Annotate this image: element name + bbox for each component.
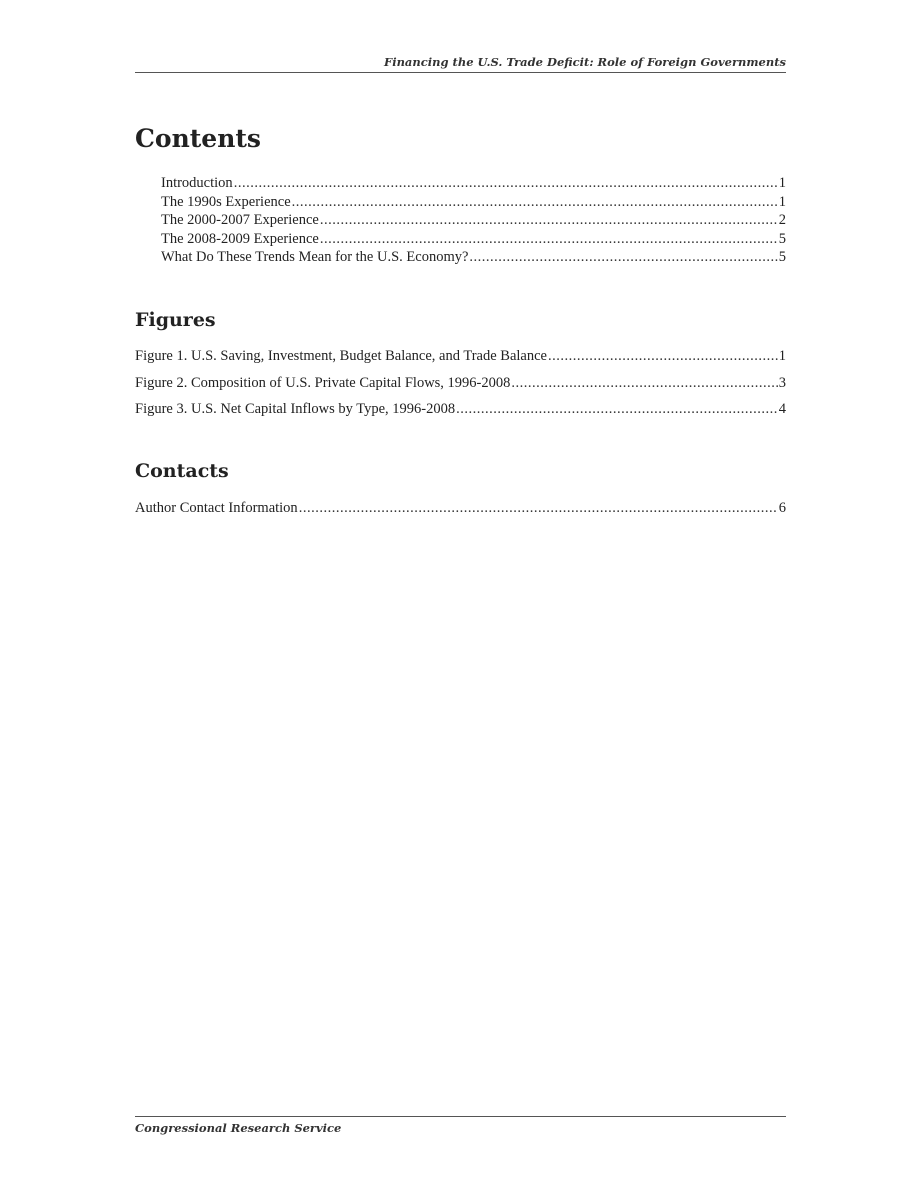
dot-leader [548,346,778,366]
toc-entry-figure-3[interactable] [135,399,786,426]
toc-entry-title: Author Contact Information [135,500,298,516]
toc-entry-2000-2007-experience[interactable] [161,211,786,230]
toc-entry-page: 1 [778,175,786,191]
toc-entry-1990s-experience[interactable] [161,193,786,212]
figures-heading: Figures [135,309,216,331]
footer-rule [135,1116,786,1117]
toc-entry-figure-1[interactable] [135,346,786,373]
toc-entry-title: Introduction [161,175,233,191]
dot-leader [292,193,778,212]
toc-entry-title: What Do These Trends Mean for the U.S. Economy? [161,249,469,265]
toc-entry-author-contact[interactable] [135,498,786,518]
contents-heading: Contents [135,124,262,153]
toc-entry-title: The 2000-2007 Experience [161,212,319,228]
toc-entry-trends-meaning[interactable] [161,248,786,267]
toc-entry-page: 5 [778,230,786,247]
running-header: Financing the U.S. Trade Deficit: Role of Foreign Governments [384,55,786,69]
dot-leader [456,399,778,419]
dot-leader [511,373,777,393]
toc-entry-title: Figure 2. Composition of U.S. Private Capital Flows, 1996-2008 [135,374,511,391]
toc-entry-title: The 1990s Experience [161,193,291,210]
running-footer: Congressional Research Service [135,1121,342,1135]
dot-leader [320,230,778,249]
toc-entry-page: 1 [778,193,786,210]
toc-entry-title: Figure 3. U.S. Net Capital Inflows by Type, 1996-2008 [135,401,456,417]
contacts-list [135,498,786,518]
dot-leader [469,248,777,267]
toc-entry-title: The 2008-2009 Experience [161,230,319,247]
toc-entry-page: 1 [778,348,786,364]
toc-entry-introduction[interactable] [161,174,786,193]
contacts-heading: Contacts [135,460,229,482]
dot-leader [299,498,778,518]
toc-entry-page: 5 [778,249,786,265]
toc-entry-title: Figure 1. U.S. Saving, Investment, Budget Balance, and Trade Balance [135,348,547,364]
figures-list [135,346,786,426]
dot-leader [234,174,778,193]
toc-entry-page: 2 [778,212,786,228]
toc-entry-page: 6 [778,500,786,516]
contents-list [161,174,786,267]
toc-entry-figure-2[interactable] [135,373,786,400]
toc-entry-page: 3 [778,374,786,391]
header-rule [135,72,786,73]
toc-entry-page: 4 [778,401,786,417]
toc-entry-2008-2009-experience[interactable] [161,230,786,249]
dot-leader [320,211,778,230]
